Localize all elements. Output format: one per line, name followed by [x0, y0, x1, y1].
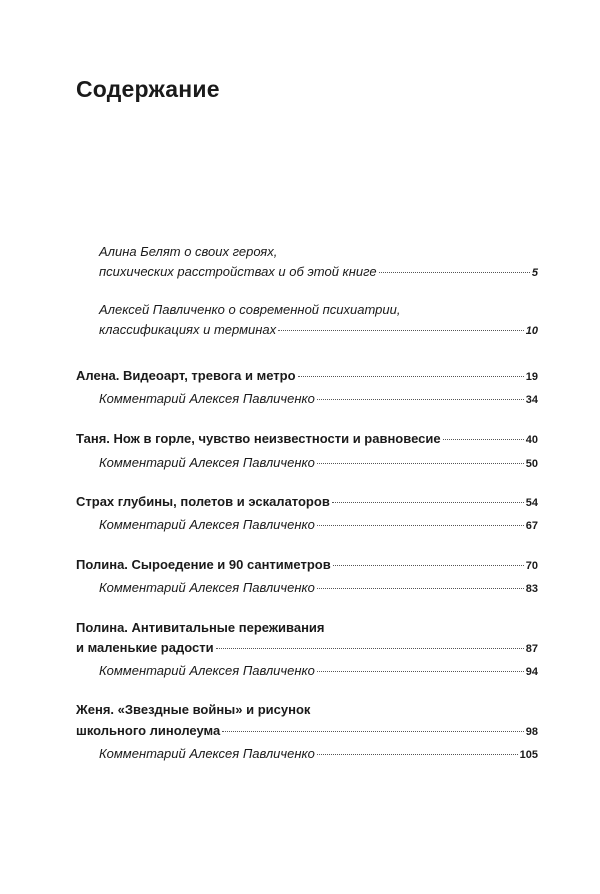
dot-leader: [317, 671, 524, 672]
dot-leader: [216, 648, 524, 649]
toc-entry-row: [99, 746, 538, 763]
page-number: 54: [525, 497, 538, 509]
toc-entry-title-line: Алина Белят о своих героях,: [99, 244, 278, 259]
toc-entry-row: [99, 580, 538, 597]
comment-title: Комментарий Алексея Павличенко: [99, 663, 315, 678]
page-number: 83: [525, 583, 538, 595]
toc-entry-row: [99, 517, 538, 534]
dot-leader: [379, 272, 530, 273]
toc-entry-title-line: Алексей Павличенко о современной психиатрии,: [99, 302, 401, 317]
toc-entry-row: [76, 640, 538, 657]
comment-title: Комментарий Алексея Павличенко: [99, 580, 315, 595]
page-number: 87: [525, 643, 538, 655]
toc-entry-row: [99, 663, 538, 680]
chapter-title: Женя. «Звездные войны» и рисунок: [76, 702, 311, 717]
page-number: 67: [525, 520, 538, 532]
comment-title: Комментарий Алексея Павличенко: [99, 746, 315, 761]
page-number: 10: [525, 325, 538, 337]
dot-leader: [443, 439, 524, 440]
chapter-title: школьного линолеума: [76, 723, 221, 738]
page-title: Содержание: [76, 76, 220, 102]
page-number: 94: [525, 666, 538, 678]
comment-title: Комментарий Алексея Павличенко: [99, 517, 315, 532]
chapter-title: Алена. Видеоарт, тревога и метро: [76, 368, 296, 383]
dot-leader: [317, 399, 524, 400]
toc-entry-row: [76, 368, 538, 385]
toc-entry-row: [76, 494, 538, 511]
page-number: 5: [531, 267, 538, 279]
dot-leader: [317, 525, 524, 526]
dot-leader: [317, 463, 524, 464]
chapter-title: Полина. Антивитальные переживания: [76, 620, 325, 635]
dot-leader: [317, 754, 518, 755]
chapter-title: и маленькие радости: [76, 640, 214, 655]
chapter-title: Полина. Сыроедение и 90 сантиметров: [76, 557, 331, 572]
dot-leader: [298, 376, 524, 377]
page-number: 34: [525, 394, 538, 406]
toc-entry-title-line: классификациях и терминах: [99, 322, 277, 337]
comment-title: Комментарий Алексея Павличенко: [99, 455, 315, 470]
page-number: 105: [519, 749, 538, 761]
chapter-title: Таня. Нож в горле, чувство неизвестности и равновесие: [76, 431, 441, 446]
dot-leader: [278, 330, 524, 331]
dot-leader: [317, 588, 524, 589]
toc-entry-row: [99, 322, 538, 339]
dot-leader: [332, 502, 524, 503]
toc-entry-row: [99, 455, 538, 472]
dot-leader: [333, 565, 524, 566]
page-number: 40: [525, 434, 538, 446]
toc-entry-row: [76, 431, 538, 448]
dot-leader: [222, 731, 524, 732]
toc-entry-row: [76, 723, 538, 740]
page-number: 19: [525, 371, 538, 383]
page-number: 70: [525, 560, 538, 572]
page-number: 98: [525, 726, 538, 738]
toc-entry-row: [99, 391, 538, 408]
toc-entry-row: [99, 264, 538, 281]
toc-entry-title-line: психических расстройствах и об этой книге: [99, 264, 377, 279]
chapter-title: Страх глубины, полетов и эскалаторов: [76, 494, 330, 509]
comment-title: Комментарий Алексея Павличенко: [99, 391, 315, 406]
toc-entry-row: [76, 557, 538, 574]
page-number: 50: [525, 458, 538, 470]
